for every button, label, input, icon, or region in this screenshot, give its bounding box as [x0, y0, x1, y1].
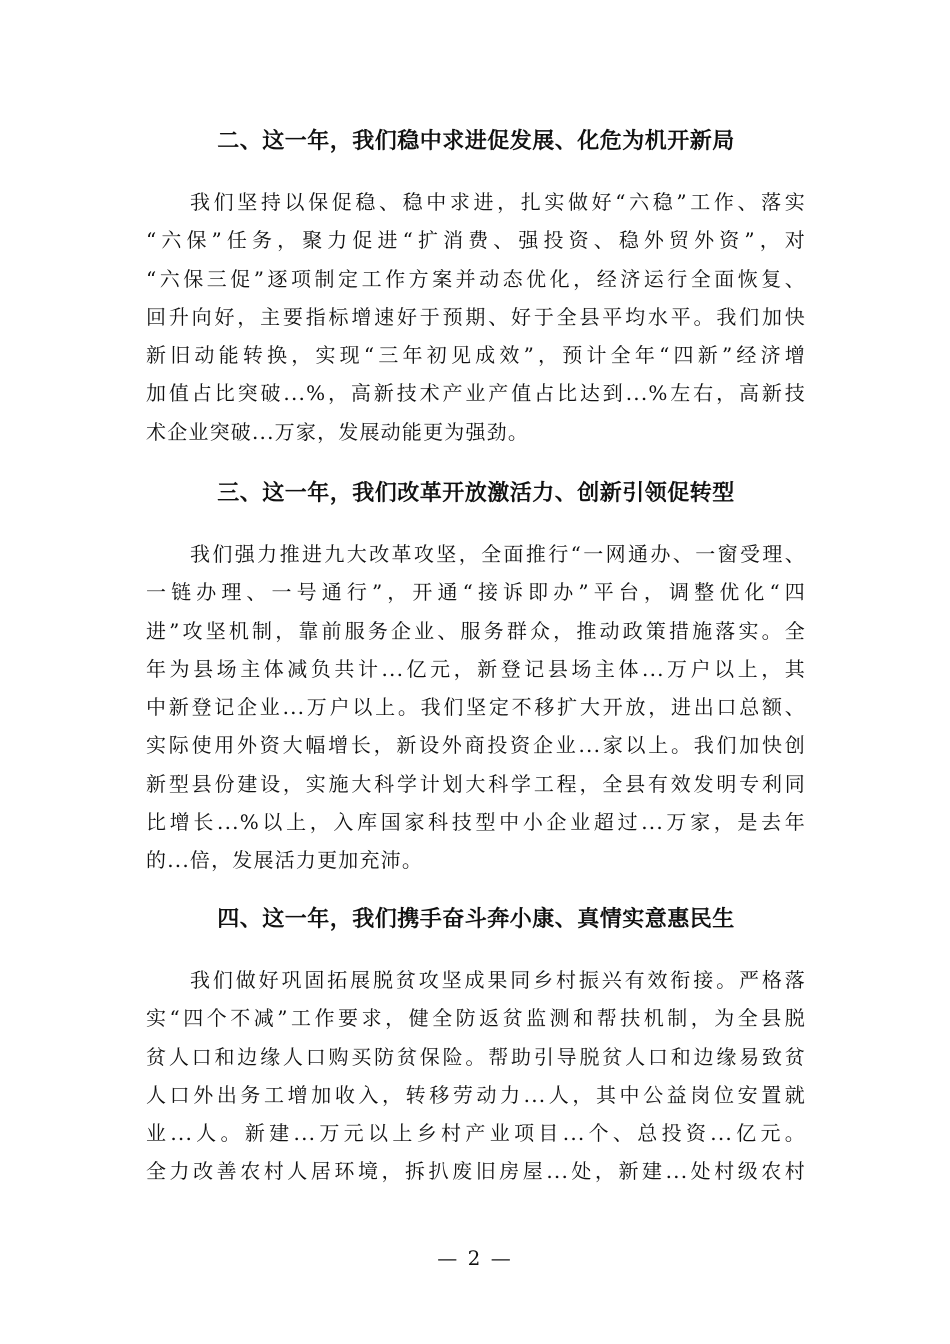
- section-paragraph: [146, 183, 806, 451]
- section-3: [146, 479, 806, 880]
- paragraph-line: 中新登记企业...万户以上。我们坚定不移扩大开放，进出口总额、: [146, 695, 806, 720]
- paragraph-line: 我们强力推进九大改革攻坚，全面推行“一网通办、一窗受理、: [190, 542, 806, 566]
- section-heading: 二、这一年，我们稳中求进促发展、化危为机开新局: [217, 129, 735, 154]
- paragraph-line: 实际使用外资大幅增长，新设外商投资企业...家以上。我们加快创: [146, 733, 806, 758]
- paragraph-line: 新型县份建设，实施大科学计划大科学工程，全县有效发明专利同: [146, 771, 806, 796]
- section-2: [146, 127, 806, 451]
- section-heading: 四、这一年，我们携手奋斗奔小康、真情实意惠民生: [217, 907, 735, 932]
- paragraph-line: 一链办理、一号通行”，开通“接诉即办”平台，调整优化“四: [146, 580, 806, 605]
- paragraph-line: 新旧动能转换，实现“三年初见成效”，预计全年“四新”经济增: [146, 343, 806, 368]
- section-4: [146, 905, 806, 1191]
- paragraph-line: 的...倍，发展活力更加充沛。: [146, 848, 424, 873]
- paragraph-line: 年为县场主体减负共计...亿元，新登记县场主体...万户以上，其: [146, 656, 806, 681]
- paragraph-line: 术企业突破...万家，发展动能更为强劲。: [146, 419, 530, 444]
- paragraph-line: 贫人口和边缘人口购买防贫保险。帮助引导脱贫人口和边缘易致贫: [146, 1044, 806, 1069]
- paragraph-line: 人口外出务工增加收入，转移劳动力...人，其中公益岗位安置就: [146, 1082, 806, 1107]
- paragraph-line: 进”攻坚机制，靠前服务企业、服务群众，推动政策措施落实。全: [146, 618, 806, 643]
- paragraph-line: 全力改善农村人居环境，拆扒废旧房屋...处，新建...处村级农村: [146, 1159, 806, 1184]
- paragraph-line: “六保三促”逐项制定工作方案并动态优化，经济运行全面恢复、: [146, 266, 806, 291]
- paragraph-line: 回升向好，主要指标增速好于预期、好于全县平均水平。我们加快: [146, 304, 806, 329]
- paragraph-line: “六保”任务，聚力促进“扩消费、强投资、稳外贸外资”，对: [146, 228, 806, 253]
- section-heading: 三、这一年，我们改革开放激活力、创新引领促转型: [217, 481, 735, 506]
- section-paragraph: [146, 961, 806, 1191]
- page-number: — 2 —: [437, 1246, 513, 1270]
- paragraph-line: 业...人。新建...万元以上乡村产业项目...个、总投资...亿元。: [146, 1121, 806, 1146]
- paragraph-line: 加值占比突破...%，高新技术产业产值占比达到...%左右，高新技: [146, 381, 806, 406]
- paragraph-line: 比增长...%以上，入库国家科技型中小企业超过...万家，是去年: [146, 810, 806, 835]
- paragraph-line: 我们做好巩固拓展脱贫攻坚成果同乡村振兴有效衔接。严格落: [190, 968, 806, 992]
- paragraph-line: 实“四个不减”工作要求，健全防返贫监测和帮扶机制，为全县脱: [146, 1006, 806, 1031]
- paragraph-line: 我们坚持以保促稳、稳中求进，扎实做好“六稳”工作、落实: [190, 190, 806, 214]
- section-paragraph: [146, 535, 806, 880]
